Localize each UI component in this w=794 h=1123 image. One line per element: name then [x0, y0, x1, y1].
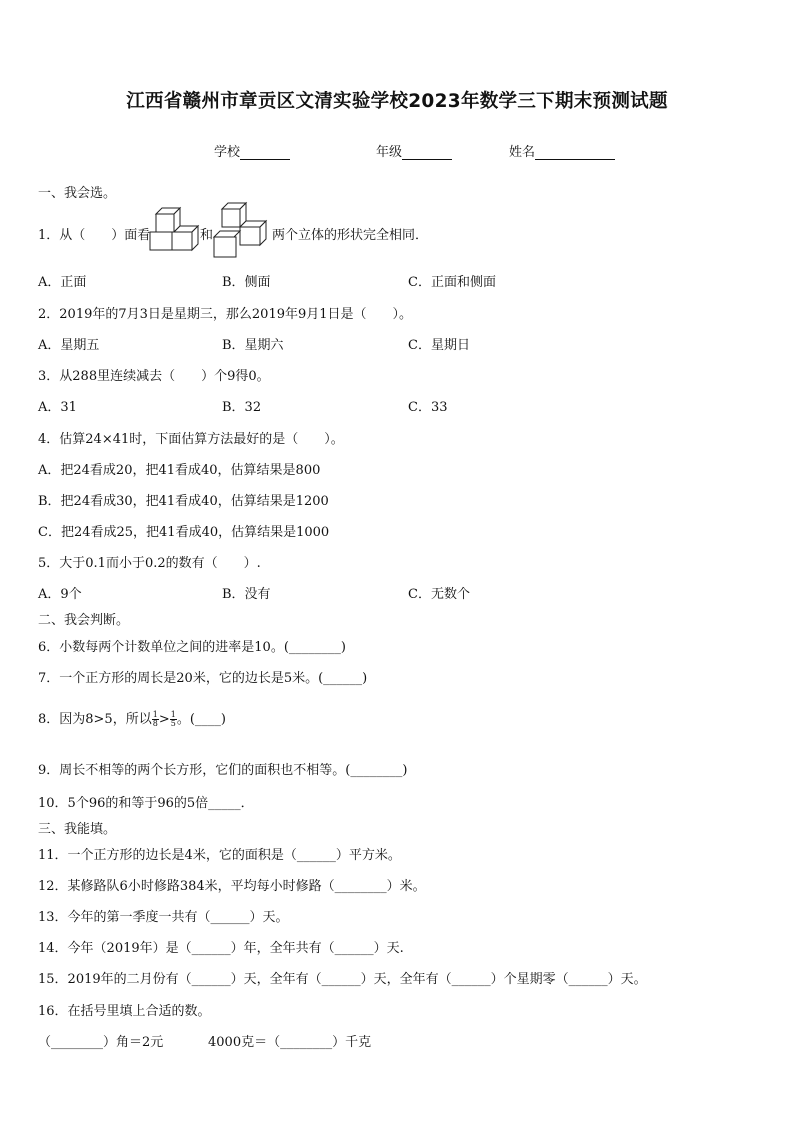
greater-than-sign: >	[158, 712, 170, 727]
q3-option-a[interactable]: A．31	[38, 400, 77, 415]
q14-text[interactable]: 14．今年（2019年）是（______）年，全年共有（______）天.	[38, 941, 404, 956]
q11-text[interactable]: 11．一个正方形的边长是4米，它的面积是（______）平方米。	[38, 848, 401, 863]
q1-option-a[interactable]: A．正面	[38, 275, 87, 290]
q4-option-a[interactable]: A．把24看成20，把41看成40，估算结果是800	[38, 463, 321, 478]
name-field[interactable]	[509, 141, 615, 160]
q2-text: 2．2019年的7月3日是星期三，那么2019年9月1日是（ ）。	[38, 307, 413, 322]
q2-option-a[interactable]: A．星期五	[38, 338, 100, 353]
q1-suffix: 两个立体的形状完全相同．	[272, 228, 429, 243]
frac1-numerator: 1	[152, 710, 158, 719]
q1-option-b[interactable]: B．侧面	[222, 275, 271, 290]
q8-suffix: 。(____)	[176, 712, 226, 727]
section-3-heading: 三、我能填。	[38, 822, 117, 837]
frac2-denominator: 5	[170, 719, 176, 728]
q8-prefix: 8．因为8>5，所以	[38, 712, 152, 727]
q8-line[interactable]	[38, 708, 226, 732]
q12-text[interactable]: 12．某修路队6小时修路384米，平均每小时修路（________）米。	[38, 879, 426, 894]
q1-middle: 和	[200, 228, 214, 243]
q7-text[interactable]: 7．一个正方形的周长是20米，它的边长是5米。(______)	[38, 671, 368, 686]
section-1-heading: 一、我会选。	[38, 186, 117, 201]
q16-line-b[interactable]: 4000克＝（________）千克	[208, 1035, 372, 1050]
q16-line-a[interactable]: （________）角＝2元	[38, 1035, 164, 1050]
q10-text[interactable]: 10．5个96的和等于96的5倍_____．	[38, 796, 254, 811]
q2-option-c[interactable]: C．星期日	[408, 338, 470, 353]
q3-option-b[interactable]: B．32	[222, 400, 262, 415]
section-2-heading: 二、我会判断。	[38, 613, 130, 628]
q4-option-b[interactable]: B．把24看成30，把41看成40，估算结果是1200	[38, 494, 329, 509]
q16-text: 16．在括号里填上合适的数。	[38, 1004, 211, 1019]
q3-text: 3．从288里连续减去（ ）个9得0。	[38, 369, 270, 384]
page-title: 江西省赣州市章贡区文清实验学校2023年数学三下期末预测试题	[126, 91, 668, 112]
grade-blank[interactable]	[402, 146, 452, 160]
cube-figure-1	[150, 208, 206, 258]
cube-figure-2	[214, 203, 274, 259]
q15-text[interactable]: 15．2019年的二月份有（______）天，全年有（______）天，全年有（______）个星期零（______）天。	[38, 972, 647, 987]
q9-text[interactable]: 9．周长不相等的两个长方形，它们的面积也不相等。(________)	[38, 763, 408, 778]
fraction-one-fifth	[170, 711, 177, 728]
q6-text[interactable]: 6．小数每两个计数单位之间的进率是10。(________)	[38, 640, 346, 655]
name-label: 姓名	[509, 145, 536, 160]
school-field[interactable]	[214, 141, 290, 160]
grade-label: 年级	[376, 145, 403, 160]
fraction-one-eighth	[152, 711, 159, 728]
name-blank[interactable]	[535, 146, 615, 160]
q13-text[interactable]: 13．今年的第一季度一共有（______）天。	[38, 910, 289, 925]
q4-option-c[interactable]: C．把24看成25，把41看成40，估算结果是1000	[38, 525, 330, 540]
q3-option-c[interactable]: C．33	[408, 400, 448, 415]
q2-option-b[interactable]: B．星期六	[222, 338, 284, 353]
school-label: 学校	[214, 145, 241, 160]
school-blank[interactable]	[240, 146, 290, 160]
frac2-numerator: 1	[170, 710, 176, 719]
frac1-denominator: 8	[152, 719, 158, 728]
q5-text: 5．大于0.1而小于0.2的数有（ ）.	[38, 556, 261, 571]
q1-option-c[interactable]: C．正面和侧面	[408, 275, 496, 290]
q1-prefix: 1．从（ ）面看	[38, 228, 151, 243]
q5-option-a[interactable]: A．9个	[38, 587, 82, 602]
q5-option-b[interactable]: B．没有	[222, 587, 271, 602]
q4-text: 4．估算24×41时，下面估算方法最好的是（ ）。	[38, 432, 344, 447]
grade-field[interactable]	[376, 141, 452, 160]
q5-option-c[interactable]: C．无数个	[408, 587, 470, 602]
